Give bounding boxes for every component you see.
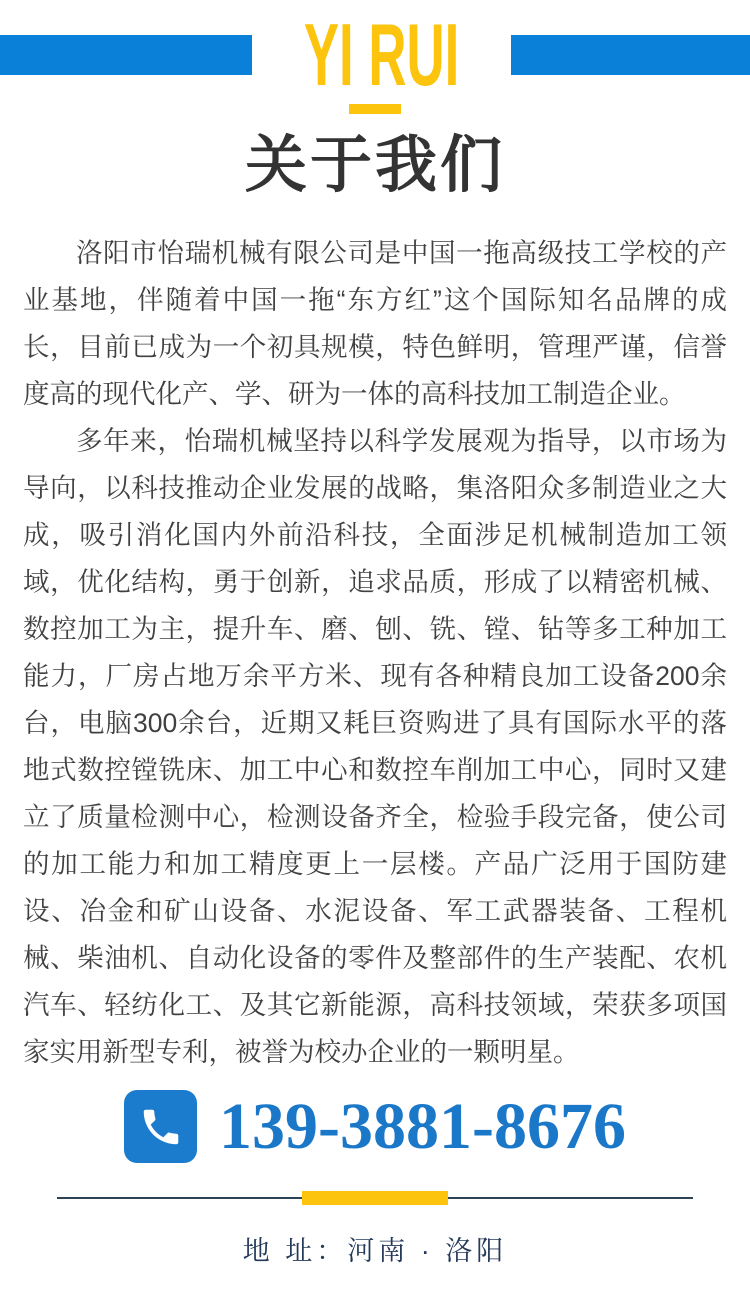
- footer-divider: [57, 1191, 693, 1205]
- phone-number[interactable]: 139-3881-8676: [219, 1090, 626, 1163]
- brand-bar-right: [511, 35, 750, 75]
- brand-bar-left: [0, 35, 252, 75]
- phone-contact[interactable]: [0, 1090, 750, 1163]
- phone-icon: [124, 1090, 197, 1163]
- about-paragraph-1: 洛阳市怡瑞机械有限公司是中国一拖高级技工学校的产业基地，伴随着中国一拖“东方红”这个国际知名品牌的成长，目前已成为一个初具规模，特色鲜明，管理严谨，信誉度高的现代化产、学、研为一体的高科技加工制造企业。: [23, 238, 727, 409]
- brand-header: [0, 5, 750, 104]
- about-text: [23, 230, 727, 1076]
- brand-logo-wrap: [252, 5, 511, 104]
- footer-address: 地 址：河南 · 洛阳: [242, 1236, 508, 1266]
- brand-underline: [349, 104, 401, 114]
- brand-logo-text: YI RUI: [303, 5, 460, 104]
- about-paragraph-2: 多年来，怡瑞机械坚持以科学发展观为指导，以市场为导向，以科技推动企业发展的战略，集洛阳众多制造业之大成，吸引消化国内外前沿科技，全面涉足机械制造加工领域，优化结构，勇于创新，追求品质，形成了以精密机械、数控加工为主，提升车、磨、刨、铣、镗、钻等多工种加工能力，厂房占地万余平方米、现有各种精良加工设备200余台，电脑300余台，近期又耗巨资购进了具有国际水平的落地式数控镗铣床、加工中心和数控车削加工中心，同时又建立了质量检测中心，检测设备齐全，检验手段完备，使公司的加工能力和加工精度更上一层楼。产品广泛用于国防建设、冶金和矿山设备、水泥设备、军工武器装备、工程机械、柴油机、自动化设备的零件及整部件的生产装配、农机汽车、轻纺化工、及其它新能源，高科技领域，荣获多项国家实用新型专利，被誉为校办企业的一颗明星。: [23, 426, 727, 1067]
- page-title: 关于我们: [244, 131, 505, 200]
- footer-divider-accent: [302, 1191, 448, 1205]
